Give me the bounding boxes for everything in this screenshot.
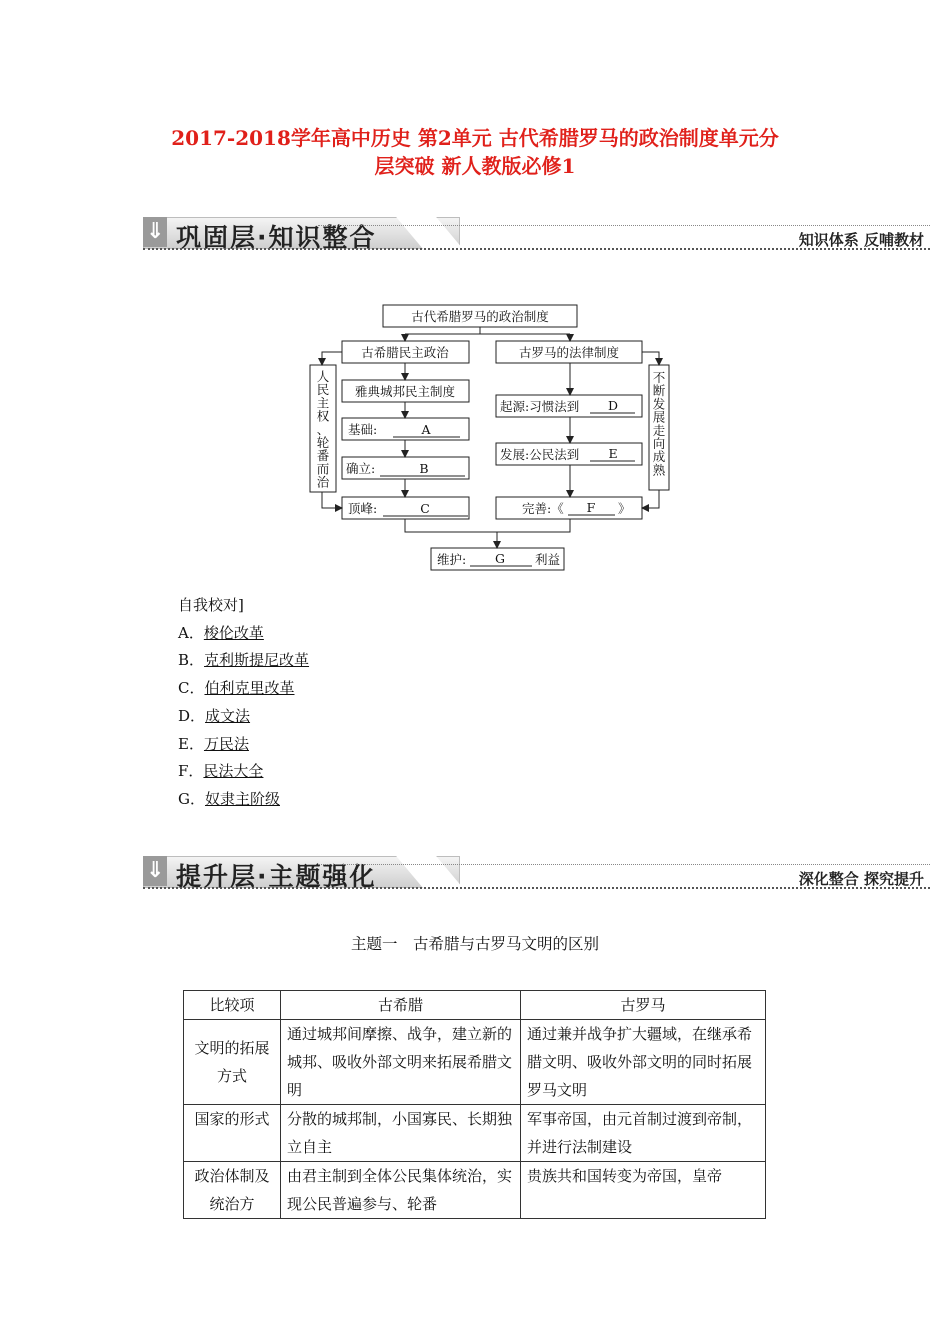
table-row <box>184 1020 766 1105</box>
table-row <box>184 1105 766 1162</box>
vertical-char: 向 <box>652 436 666 451</box>
left-blank-C: C <box>420 501 430 516</box>
table-cell: 通过城邦间摩擦、战争，建立新的城邦、吸收外部文明来拓展希腊文明 <box>281 1020 521 1105</box>
right-close-mark: 》 <box>618 501 631 516</box>
right-item-label-2: 发展:公民法到 <box>500 447 580 462</box>
answer-item: C．伯利克里改革 <box>178 679 295 698</box>
answer-item: E．万民法 <box>178 734 249 753</box>
vertical-char: 展 <box>652 409 666 425</box>
bottom-blank-G: G <box>495 551 505 566</box>
banner-title: 提升层·主题强化 <box>176 862 377 891</box>
banner-right-text: 知识体系 反哺教材 <box>798 231 924 249</box>
vertical-char: 治 <box>316 474 330 490</box>
left-blank-A: A <box>421 422 431 437</box>
answer-item: B．克利斯提尼改革 <box>178 651 310 670</box>
left-item-label-1: 雅典城邦民主制度 <box>354 384 456 399</box>
vertical-char: 权 <box>316 408 330 424</box>
vertical-char: 人 <box>316 369 330 384</box>
bottom-pre: 维护: <box>437 552 467 567</box>
table-header-cell: 比较项 <box>184 991 281 1020</box>
table-cell: 文明的拓展方式 <box>184 1020 281 1105</box>
vertical-char: 熟 <box>652 462 666 478</box>
table-row <box>184 1162 766 1219</box>
banner-title: 巩固层·知识整合 <box>176 223 377 252</box>
down-arrow-icon: ⇓ <box>143 856 167 886</box>
left-blank-B: B <box>419 461 429 476</box>
answer-list <box>178 592 309 814</box>
answer-item: G．奴隶主阶级 <box>178 789 280 808</box>
left-item-label-2: 基础: <box>348 422 378 437</box>
answer-item: F．民法大全 <box>178 762 264 781</box>
vertical-char: 轮 <box>316 435 330 450</box>
vertical-char: 、 <box>316 421 330 437</box>
vertical-char: 番 <box>316 448 330 464</box>
table-cell: 政治体制及统治方 <box>184 1162 281 1219</box>
answer-item: D．成文法 <box>178 706 251 725</box>
banner-underline <box>143 887 930 889</box>
left-head-label: 古希腊民主政治 <box>361 345 449 360</box>
answer-item: A．梭伦改革 <box>178 623 264 642</box>
table-header-cell: 古希腊 <box>281 991 521 1020</box>
vertical-char: 民 <box>316 382 330 398</box>
table-header-cell: 古罗马 <box>521 991 766 1020</box>
left-item-label-4: 顶峰: <box>348 501 378 516</box>
table-cell: 国家的形式 <box>184 1105 281 1162</box>
comparison-table <box>183 990 766 1219</box>
title-line-1: 2017-2018学年高中历史 第2单元 古代希腊罗马的政治制度单元分 <box>171 126 779 150</box>
right-blank-F: F <box>586 500 596 515</box>
vertical-char: 走 <box>652 422 666 438</box>
root-label: 古代希腊罗马的政治制度 <box>411 309 549 324</box>
banner-right-text: 深化整合 探究提升 <box>798 870 924 888</box>
table-cell: 通过兼并战争扩大疆域，在继承希腊文明、吸收外部文明的同时拓展罗马文明 <box>521 1020 766 1105</box>
table-cell: 贵族共和国转变为帝国，皇帝 <box>521 1162 766 1219</box>
down-arrow-icon: ⇓ <box>143 217 167 247</box>
section-banner-enhancement <box>143 856 930 892</box>
table-header-row <box>184 991 766 1020</box>
vertical-char: 不 <box>652 370 666 385</box>
knowledge-flowchart <box>0 0 950 580</box>
right-blank-E: E <box>608 446 618 461</box>
right-blank-D: D <box>607 398 619 413</box>
table-cell: 由君主制到全体公民集体统治，实现公民普遍参与、轮番 <box>281 1162 521 1219</box>
left-side-vertical-text <box>317 369 330 490</box>
answer-heading: 自我校对] <box>178 596 244 614</box>
banner-dotted-rule <box>318 864 930 867</box>
vertical-char: 而 <box>316 461 330 477</box>
table-cell: 分散的城邦制，小国寡民、长期独立自主 <box>281 1105 521 1162</box>
right-item-label-1: 起源:习惯法到 <box>500 399 580 414</box>
table-cell: 军事帝国，由元首制过渡到帝制，并进行法制建设 <box>521 1105 766 1162</box>
right-head-label: 古罗马的法律制度 <box>518 345 620 360</box>
left-item-label-3: 确立: <box>346 461 376 476</box>
right-item-label-3: 完善:《 <box>522 501 564 516</box>
topic-subtitle: 主题一 古希腊与古罗马文明的区别 <box>350 935 599 953</box>
vertical-char: 成 <box>652 449 666 465</box>
vertical-char: 主 <box>316 395 330 411</box>
vertical-char: 发 <box>652 396 666 412</box>
right-side-vertical-text <box>653 370 666 477</box>
title-line-2: 层突破 新人教版必修1 <box>374 154 576 178</box>
bottom-post: 利益 <box>535 552 561 567</box>
vertical-char: 断 <box>652 383 666 399</box>
